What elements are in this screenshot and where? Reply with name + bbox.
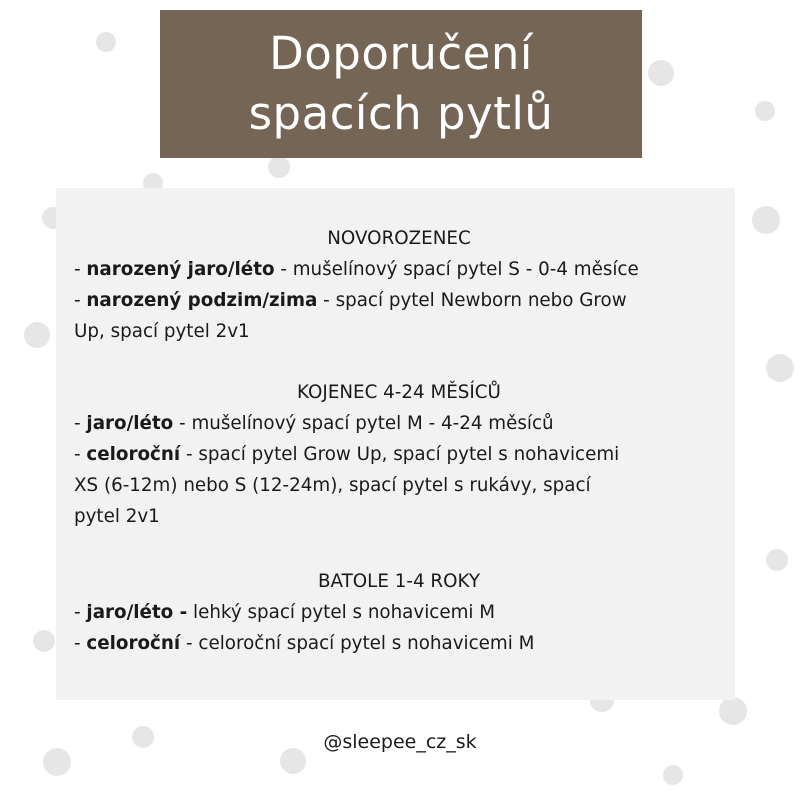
section-infant	[74, 377, 724, 532]
list-item-bold: jaro/léto -	[86, 602, 188, 623]
list-item	[74, 316, 724, 347]
list-item	[74, 628, 724, 659]
list-item-text: - mušelínový spací pytel M - 4-24 měsíců	[173, 413, 554, 434]
list-item-prefix: -	[74, 602, 87, 623]
decorative-dot	[752, 206, 780, 234]
list-item-prefix: -	[74, 259, 87, 280]
list-item-bold: jaro/léto	[86, 413, 174, 434]
section-heading: BATOLE 1-4 ROKY	[318, 571, 480, 592]
list-item-text: - celoroční spací pytel s nohavicemi M	[180, 633, 535, 654]
decorative-dot	[719, 697, 747, 725]
decorative-dot	[24, 322, 50, 348]
title-banner	[160, 10, 642, 158]
decorative-dot	[96, 32, 116, 52]
section-heading: KOJENEC 4-24 MĚSÍCŮ	[297, 382, 501, 403]
list-item-text: - spací pytel Grow Up, spací pytel s nohavicemi	[180, 444, 620, 465]
section-newborn	[74, 223, 724, 347]
list-item	[74, 597, 724, 628]
list-item	[74, 470, 724, 501]
section-heading: NOVOROZENEC	[327, 228, 471, 249]
list-item-text: - mušelínový spací pytel S - 0-4 měsíce	[274, 259, 639, 280]
list-item-text: Up, spací pytel 2v1	[74, 321, 250, 342]
decorative-dot	[663, 765, 683, 785]
decorative-dot	[268, 156, 290, 178]
list-item-bold: celoroční	[86, 444, 181, 465]
list-item-bold: narozený podzim/zima	[86, 290, 318, 311]
list-item-prefix: -	[74, 444, 87, 465]
list-item-text: - spací pytel Newborn nebo Grow	[317, 290, 627, 311]
section-toddler	[74, 566, 724, 659]
title-line-1: Doporučení	[269, 27, 533, 80]
list-item-prefix: -	[74, 633, 87, 654]
list-item	[74, 254, 724, 285]
list-item-bold: celoroční	[86, 633, 181, 654]
social-handle: @sleepee_cz_sk	[323, 731, 477, 753]
decorative-dot	[766, 549, 788, 571]
list-item	[74, 285, 724, 316]
list-item-bold: narozený jaro/léto	[86, 259, 275, 280]
list-item-prefix: -	[74, 413, 87, 434]
decorative-dot	[33, 630, 55, 652]
list-item-text: lehký spací pytel s nohavicemi M	[187, 602, 496, 623]
list-item-prefix: -	[74, 290, 87, 311]
recommendations-panel	[56, 188, 735, 700]
list-item	[74, 501, 724, 532]
decorative-dot	[755, 101, 775, 121]
list-item	[74, 439, 724, 470]
list-item	[74, 408, 724, 439]
list-item-text: XS (6-12m) nebo S (12-24m), spací pytel s rukávy, spací	[74, 475, 591, 496]
list-item-text: pytel 2v1	[74, 506, 160, 527]
decorative-dot	[766, 354, 794, 382]
title-line-2: spacích pytlů	[248, 87, 554, 140]
decorative-dot	[648, 60, 674, 86]
